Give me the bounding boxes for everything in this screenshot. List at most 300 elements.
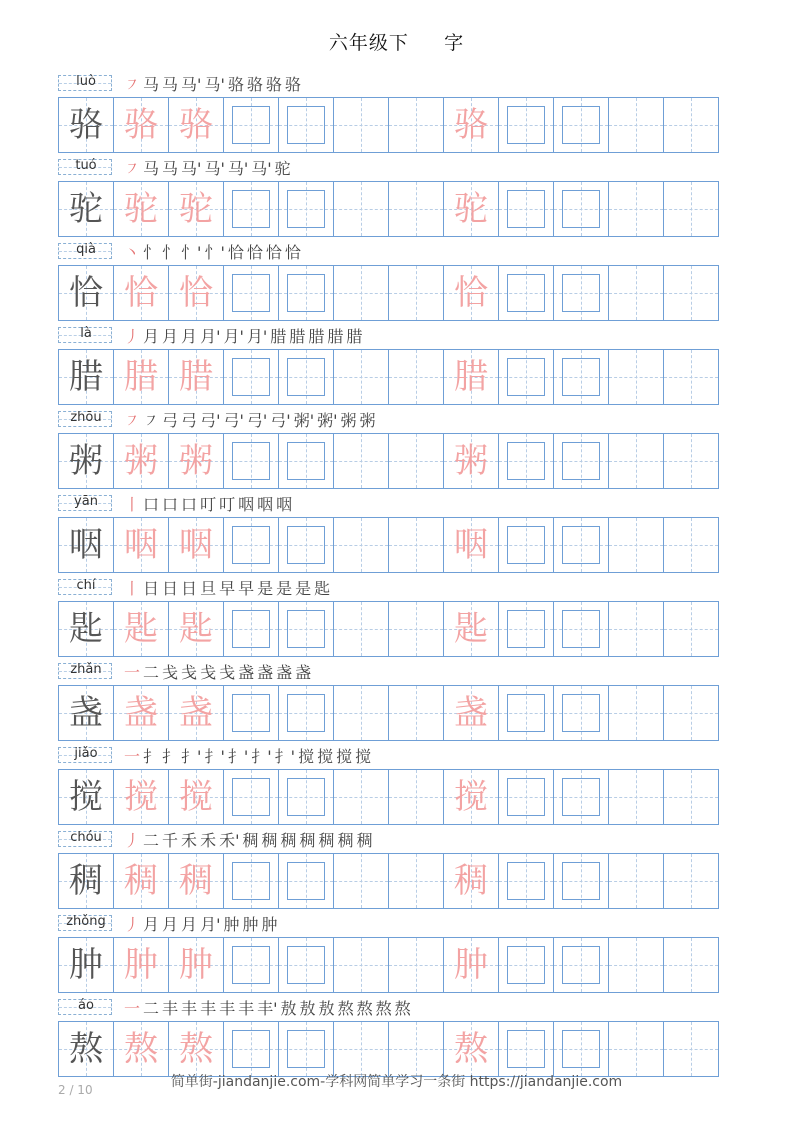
inner-square — [507, 778, 545, 816]
stroke-step: 腊 — [270, 327, 287, 346]
inner-square — [232, 610, 270, 648]
stroke-step: 稠 — [261, 831, 278, 850]
writing-cell[interactable] — [333, 853, 389, 909]
stroke-step: 月 — [143, 327, 160, 346]
stroke-step: 弓' — [223, 411, 244, 430]
model-character: 盏 — [69, 693, 103, 733]
trace-character-cell[interactable] — [443, 769, 499, 825]
writing-cell[interactable] — [333, 517, 389, 573]
page-number: 2 / 10 — [58, 1083, 93, 1097]
writing-cell[interactable] — [608, 601, 664, 657]
stroke-step: 月 — [181, 915, 198, 934]
trace-character: 恰 — [124, 273, 158, 313]
writing-cell[interactable] — [388, 349, 444, 405]
writing-cell[interactable] — [608, 97, 664, 153]
trace-character: 驼 — [124, 189, 158, 229]
boxed-writing-cell[interactable] — [278, 265, 334, 321]
stroke-step: 腊 — [308, 327, 325, 346]
writing-cell[interactable] — [608, 685, 664, 741]
inner-square — [507, 526, 545, 564]
stroke-step: 二 — [143, 663, 160, 682]
stroke-step: 搅 — [336, 747, 353, 766]
boxed-writing-cell[interactable] — [553, 1021, 609, 1077]
boxed-writing-cell[interactable] — [278, 1021, 334, 1077]
stroke-step: 弓' — [200, 411, 221, 430]
stroke-step: 丿 — [124, 327, 141, 346]
pinyin-label: luò — [76, 74, 96, 89]
stroke-step: 丿 — [124, 915, 141, 934]
inner-square — [507, 358, 545, 396]
boxed-writing-cell[interactable] — [278, 349, 334, 405]
writing-cell[interactable] — [333, 601, 389, 657]
trace-character-cell[interactable] — [113, 685, 169, 741]
stroke-step: 腊 — [289, 327, 306, 346]
boxed-writing-cell[interactable] — [553, 769, 609, 825]
trace-character: 稠 — [454, 861, 488, 901]
stroke-step: 日 — [143, 579, 160, 598]
writing-cell[interactable] — [608, 517, 664, 573]
boxed-writing-cell[interactable] — [553, 181, 609, 237]
boxed-writing-cell[interactable] — [278, 937, 334, 993]
stroke-step: 马' — [181, 159, 202, 178]
model-character-cell — [58, 181, 114, 237]
trace-character-cell[interactable] — [443, 97, 499, 153]
trace-character-cell[interactable] — [168, 349, 224, 405]
stroke-order — [124, 747, 374, 767]
model-character-cell — [58, 349, 114, 405]
inner-square — [287, 610, 325, 648]
stroke-step: 弓 — [181, 411, 198, 430]
stroke-step: 咽 — [238, 495, 255, 514]
stroke-step: 是 — [257, 579, 274, 598]
stroke-step: 粥' — [293, 411, 315, 430]
trace-character-cell[interactable] — [168, 769, 224, 825]
trace-character-cell[interactable] — [443, 265, 499, 321]
writing-cell[interactable] — [663, 685, 719, 741]
boxed-writing-cell[interactable] — [498, 685, 554, 741]
inner-square — [287, 190, 325, 228]
boxed-writing-cell[interactable] — [223, 517, 279, 573]
pinyin-box — [58, 579, 112, 595]
trace-character: 肿 — [179, 945, 213, 985]
trace-character-cell[interactable] — [168, 685, 224, 741]
writing-cell[interactable] — [388, 97, 444, 153]
writing-cell[interactable] — [333, 769, 389, 825]
inner-square — [507, 946, 545, 984]
stroke-step: 早 — [238, 579, 255, 598]
stroke-step: 马' — [251, 159, 272, 178]
stroke-step: 丶 — [124, 243, 141, 262]
trace-character-cell[interactable] — [113, 265, 169, 321]
boxed-writing-cell[interactable] — [498, 937, 554, 993]
stroke-step: 扌' — [251, 747, 272, 766]
practice-block — [58, 657, 730, 741]
stroke-step: 丿 — [124, 831, 141, 850]
trace-character-cell[interactable] — [113, 937, 169, 993]
trace-character: 盏 — [124, 693, 158, 733]
inner-square — [562, 106, 600, 144]
stroke-order — [124, 915, 281, 935]
pinyin-label: zhǎn — [70, 662, 102, 677]
writing-cell[interactable] — [608, 769, 664, 825]
trace-character: 粥 — [179, 441, 213, 481]
writing-cell[interactable] — [663, 433, 719, 489]
writing-cell[interactable] — [333, 433, 389, 489]
writing-cell[interactable] — [663, 265, 719, 321]
pinyin-label: jiǎo — [74, 746, 98, 761]
trace-character-cell[interactable] — [443, 181, 499, 237]
trace-character: 咽 — [124, 525, 158, 565]
trace-character: 熬 — [179, 1029, 213, 1069]
trace-character-cell[interactable] — [168, 517, 224, 573]
stroke-step: 月' — [200, 327, 221, 346]
boxed-writing-cell[interactable] — [498, 517, 554, 573]
stroke-step: 丰 — [238, 999, 255, 1018]
stroke-step: 匙 — [314, 579, 331, 598]
boxed-writing-cell[interactable] — [553, 685, 609, 741]
boxed-writing-cell[interactable] — [553, 97, 609, 153]
stroke-step: 肿 — [242, 915, 259, 934]
stroke-step: 骆 — [227, 75, 244, 94]
trace-character-cell[interactable] — [168, 97, 224, 153]
boxed-writing-cell[interactable] — [223, 265, 279, 321]
stroke-order — [124, 663, 314, 683]
stroke-step: 戋 — [219, 663, 236, 682]
boxed-writing-cell[interactable] — [223, 97, 279, 153]
boxed-writing-cell[interactable] — [223, 769, 279, 825]
writing-cell[interactable] — [663, 349, 719, 405]
inner-square — [232, 862, 270, 900]
inner-square — [507, 610, 545, 648]
trace-character: 稠 — [179, 861, 213, 901]
stroke-step: 敖 — [318, 999, 335, 1018]
stroke-step: 恰 — [265, 243, 282, 262]
boxed-writing-cell[interactable] — [278, 685, 334, 741]
trace-character-cell[interactable] — [443, 349, 499, 405]
pinyin-label: chí — [76, 578, 96, 593]
inner-square — [287, 694, 325, 732]
boxed-writing-cell[interactable] — [278, 601, 334, 657]
boxed-writing-cell[interactable] — [223, 685, 279, 741]
boxed-writing-cell[interactable] — [278, 517, 334, 573]
boxed-writing-cell[interactable] — [223, 601, 279, 657]
writing-cell[interactable] — [333, 685, 389, 741]
inner-square — [232, 106, 270, 144]
writing-cell[interactable] — [388, 517, 444, 573]
writing-cell[interactable] — [388, 265, 444, 321]
trace-character-cell[interactable] — [168, 937, 224, 993]
writing-cell[interactable] — [663, 517, 719, 573]
boxed-writing-cell[interactable] — [223, 349, 279, 405]
trace-character: 盏 — [454, 693, 488, 733]
trace-character-cell[interactable] — [113, 853, 169, 909]
trace-character: 咽 — [179, 525, 213, 565]
stroke-step: 扌' — [227, 747, 249, 766]
boxed-writing-cell[interactable] — [223, 181, 279, 237]
writing-cell[interactable] — [388, 853, 444, 909]
trace-character-cell[interactable] — [113, 433, 169, 489]
writing-row — [58, 265, 730, 321]
stroke-step: 咽 — [257, 495, 274, 514]
writing-cell[interactable] — [608, 181, 664, 237]
trace-character: 恰 — [179, 273, 213, 313]
stroke-step: 是 — [295, 579, 312, 598]
pinyin-box — [58, 999, 112, 1015]
writing-cell[interactable] — [663, 853, 719, 909]
stroke-step: 扌' — [274, 747, 296, 766]
inner-square — [287, 526, 325, 564]
pinyin-box — [58, 831, 112, 847]
stroke-step: 日 — [162, 579, 179, 598]
trace-character-cell[interactable] — [168, 853, 224, 909]
trace-character-cell[interactable] — [113, 1021, 169, 1077]
trace-character-cell[interactable] — [443, 853, 499, 909]
stroke-step: 骆 — [284, 75, 301, 94]
stroke-order — [124, 495, 295, 515]
pinyin-label: zhōu — [70, 410, 102, 425]
stroke-step: 月 — [162, 915, 179, 934]
practice-block — [58, 405, 730, 489]
stroke-step: 忄' — [181, 243, 202, 262]
trace-character-cell[interactable] — [443, 433, 499, 489]
writing-cell[interactable] — [608, 265, 664, 321]
stroke-step: 腊 — [327, 327, 344, 346]
inner-square — [232, 358, 270, 396]
stroke-step: 禾' — [219, 831, 240, 850]
writing-cell[interactable] — [663, 97, 719, 153]
stroke-step: 搅 — [298, 747, 315, 766]
writing-cell[interactable] — [388, 1021, 444, 1077]
trace-character-cell[interactable] — [443, 1021, 499, 1077]
writing-cell[interactable] — [663, 601, 719, 657]
stroke-order — [124, 831, 376, 851]
stroke-step: 马 — [162, 75, 179, 94]
boxed-writing-cell[interactable] — [223, 433, 279, 489]
trace-character-cell[interactable] — [168, 433, 224, 489]
model-character: 肿 — [69, 945, 103, 985]
trace-character: 搅 — [124, 777, 158, 817]
practice-block — [58, 69, 730, 153]
writing-cell[interactable] — [388, 937, 444, 993]
model-character-cell — [58, 97, 114, 153]
stroke-order — [124, 579, 333, 599]
stroke-step: 丰 — [162, 999, 179, 1018]
pinyin-box — [58, 411, 112, 427]
practice-block — [58, 909, 730, 993]
trace-character: 盏 — [179, 693, 213, 733]
stroke-step: 腊 — [346, 327, 363, 346]
writing-cell[interactable] — [333, 265, 389, 321]
stroke-step: 叮 — [219, 495, 236, 514]
trace-character: 匙 — [179, 609, 213, 649]
writing-cell[interactable] — [333, 937, 389, 993]
boxed-writing-cell[interactable] — [498, 433, 554, 489]
trace-character-cell[interactable] — [113, 601, 169, 657]
writing-cell[interactable] — [663, 769, 719, 825]
stroke-step: 月' — [223, 327, 244, 346]
trace-character-cell[interactable] — [168, 181, 224, 237]
stroke-step: 弓 — [162, 411, 179, 430]
writing-row — [58, 937, 730, 993]
pinyin-label: qià — [76, 242, 96, 257]
stroke-step: 肿 — [223, 915, 240, 934]
writing-cell[interactable] — [333, 97, 389, 153]
trace-character: 搅 — [179, 777, 213, 817]
boxed-writing-cell[interactable] — [278, 769, 334, 825]
stroke-step: ㇇ — [124, 411, 141, 430]
writing-row — [58, 769, 730, 825]
pinyin-box — [58, 75, 112, 91]
stroke-step: 扌' — [204, 747, 225, 766]
writing-cell[interactable] — [388, 685, 444, 741]
writing-row — [58, 181, 730, 237]
pinyin-box — [58, 495, 112, 511]
stroke-step: 丨 — [124, 495, 141, 514]
trace-character: 熬 — [124, 1029, 158, 1069]
writing-cell[interactable] — [388, 601, 444, 657]
trace-character-cell[interactable] — [443, 937, 499, 993]
boxed-writing-cell[interactable] — [278, 181, 334, 237]
trace-character-cell[interactable] — [113, 349, 169, 405]
boxed-writing-cell[interactable] — [278, 853, 334, 909]
trace-character: 匙 — [454, 609, 488, 649]
stroke-step: 忄 — [143, 243, 160, 262]
trace-character: 腊 — [179, 357, 213, 397]
writing-row — [58, 433, 730, 489]
writing-cell[interactable] — [333, 349, 389, 405]
trace-character-cell[interactable] — [443, 601, 499, 657]
boxed-writing-cell[interactable] — [498, 769, 554, 825]
stroke-step: 丨 — [124, 579, 141, 598]
writing-cell[interactable] — [333, 1021, 389, 1077]
inner-square — [562, 610, 600, 648]
stroke-step: 稠 — [337, 831, 354, 850]
stroke-order — [124, 159, 294, 179]
practice-block — [58, 489, 730, 573]
stroke-step: 口 — [162, 495, 179, 514]
boxed-writing-cell[interactable] — [553, 265, 609, 321]
boxed-writing-cell[interactable] — [498, 1021, 554, 1077]
stroke-step: ㇇ — [124, 159, 141, 178]
stroke-step: 月 — [162, 327, 179, 346]
stroke-step: 扌' — [181, 747, 202, 766]
inner-square — [562, 778, 600, 816]
writing-cell[interactable] — [663, 937, 719, 993]
inner-square — [562, 358, 600, 396]
boxed-writing-cell[interactable] — [223, 1021, 279, 1077]
stroke-step: 月 — [143, 915, 160, 934]
model-character-cell — [58, 433, 114, 489]
trace-character-cell[interactable] — [113, 517, 169, 573]
model-character: 稠 — [69, 861, 103, 901]
writing-cell[interactable] — [388, 769, 444, 825]
boxed-writing-cell[interactable] — [498, 265, 554, 321]
model-character-cell — [58, 517, 114, 573]
boxed-writing-cell[interactable] — [223, 853, 279, 909]
writing-cell[interactable] — [663, 1021, 719, 1077]
inner-square — [562, 526, 600, 564]
boxed-writing-cell[interactable] — [278, 433, 334, 489]
boxed-writing-cell[interactable] — [498, 349, 554, 405]
trace-character-cell[interactable] — [168, 601, 224, 657]
trace-character-cell[interactable] — [443, 685, 499, 741]
stroke-step: 扌 — [143, 747, 160, 766]
stroke-step: 丰 — [181, 999, 198, 1018]
model-character: 熬 — [69, 1029, 103, 1069]
boxed-writing-cell[interactable] — [498, 97, 554, 153]
writing-cell[interactable] — [388, 433, 444, 489]
boxed-writing-cell[interactable] — [278, 97, 334, 153]
stroke-step: 稠 — [356, 831, 373, 850]
trace-character-cell[interactable] — [168, 1021, 224, 1077]
boxed-writing-cell[interactable] — [498, 601, 554, 657]
writing-cell[interactable] — [663, 181, 719, 237]
writing-cell[interactable] — [333, 181, 389, 237]
stroke-step: 早 — [219, 579, 236, 598]
boxed-writing-cell[interactable] — [498, 181, 554, 237]
trace-character: 粥 — [454, 441, 488, 481]
stroke-step: 戋 — [181, 663, 198, 682]
trace-character-cell[interactable] — [113, 769, 169, 825]
boxed-writing-cell[interactable] — [553, 517, 609, 573]
boxed-writing-cell[interactable] — [553, 937, 609, 993]
writing-cell[interactable] — [608, 1021, 664, 1077]
stroke-step: 稠 — [280, 831, 297, 850]
boxed-writing-cell[interactable] — [553, 433, 609, 489]
pinyin-label: tuó — [75, 158, 97, 173]
writing-cell[interactable] — [608, 853, 664, 909]
stroke-step: 敖 — [280, 999, 297, 1018]
trace-character-cell[interactable] — [443, 517, 499, 573]
stroke-step: 恰 — [284, 243, 301, 262]
boxed-writing-cell[interactable] — [553, 853, 609, 909]
inner-square — [287, 442, 325, 480]
boxed-writing-cell[interactable] — [553, 349, 609, 405]
inner-square — [287, 106, 325, 144]
writing-cell[interactable] — [388, 181, 444, 237]
inner-square — [287, 358, 325, 396]
stroke-step: 盏 — [295, 663, 312, 682]
trace-character: 肿 — [454, 945, 488, 985]
writing-cell[interactable] — [608, 937, 664, 993]
stroke-step: 忄' — [204, 243, 225, 262]
stroke-step: 盏 — [238, 663, 255, 682]
footer-watermark: 简单街-jiandanjie.com-学科网简单学习一条街 https://jiandanjie.com — [170, 1074, 623, 1090]
stroke-step: 稠 — [242, 831, 259, 850]
stroke-step: 恰 — [246, 243, 263, 262]
stroke-step: 一 — [124, 999, 141, 1018]
trace-character: 肿 — [124, 945, 158, 985]
model-character: 粥 — [69, 441, 103, 481]
boxed-writing-cell[interactable] — [223, 937, 279, 993]
inner-square — [232, 442, 270, 480]
trace-character-cell[interactable] — [168, 265, 224, 321]
stroke-step: 禾 — [181, 831, 198, 850]
stroke-order — [124, 411, 379, 431]
stroke-step: ㇇ — [124, 75, 141, 94]
writing-cell[interactable] — [608, 349, 664, 405]
model-character: 搅 — [69, 777, 103, 817]
trace-character: 粥 — [124, 441, 158, 481]
trace-character-cell[interactable] — [113, 97, 169, 153]
trace-character: 恰 — [454, 273, 488, 313]
trace-character-cell[interactable] — [113, 181, 169, 237]
boxed-writing-cell[interactable] — [498, 853, 554, 909]
boxed-writing-cell[interactable] — [553, 601, 609, 657]
writing-cell[interactable] — [608, 433, 664, 489]
trace-character: 咽 — [454, 525, 488, 565]
trace-character: 骆 — [454, 105, 488, 145]
